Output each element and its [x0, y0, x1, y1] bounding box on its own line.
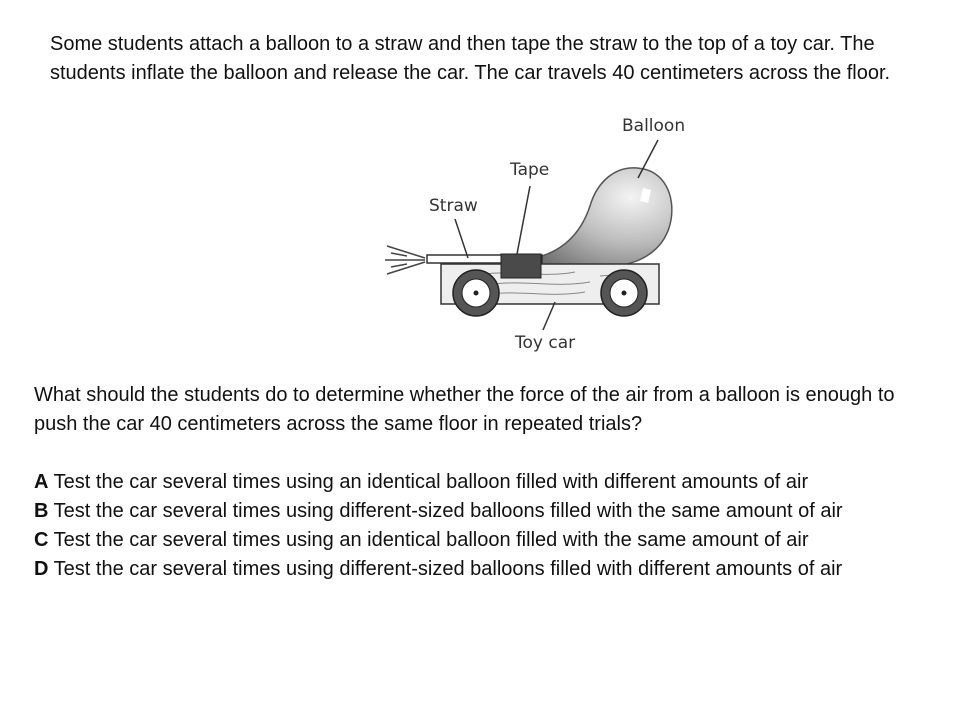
label-straw: Straw: [429, 196, 478, 216]
label-tape: Tape: [510, 160, 550, 180]
rear-wheel: [453, 270, 499, 316]
label-balloon: Balloon: [622, 116, 686, 136]
answer-options: [34, 468, 934, 584]
option-text: Test the car several times using different-sized balloons filled with different amounts of air: [53, 558, 843, 580]
option-letter: B: [34, 500, 49, 522]
label-toy-car: Toy car: [515, 333, 576, 353]
intro-paragraph: Some students attach a balloon to a straw and then tape the straw to the top of a toy car. The students inflate the balloon and release the car. The car travels 40 centimeters across the floor.: [50, 33, 891, 84]
option-c[interactable]: [34, 526, 934, 555]
option-letter: D: [34, 558, 49, 580]
option-d[interactable]: [34, 555, 934, 584]
option-text: Test the car several times using an identical balloon filled with different amounts of air: [53, 471, 809, 493]
question-stem: What should the students do to determine whether the force of the air from a balloon is enough to push the car 40 centimeters across the same floor in repeated trials?: [34, 384, 895, 435]
option-text: Test the car several times using different-sized balloons filled with the same amount of air: [53, 500, 843, 522]
tape-shape: [501, 254, 541, 278]
balloon-shape: [535, 168, 672, 267]
option-a[interactable]: [34, 468, 934, 497]
option-b[interactable]: [34, 497, 934, 526]
front-wheel: [601, 270, 647, 316]
balloon-car-diagram: [375, 108, 695, 360]
option-text: Test the car several times using an identical balloon filled with the same amount of air: [53, 529, 809, 551]
option-letter: A: [34, 471, 49, 493]
air-jet-lines: [385, 246, 425, 274]
option-letter: C: [34, 529, 49, 551]
